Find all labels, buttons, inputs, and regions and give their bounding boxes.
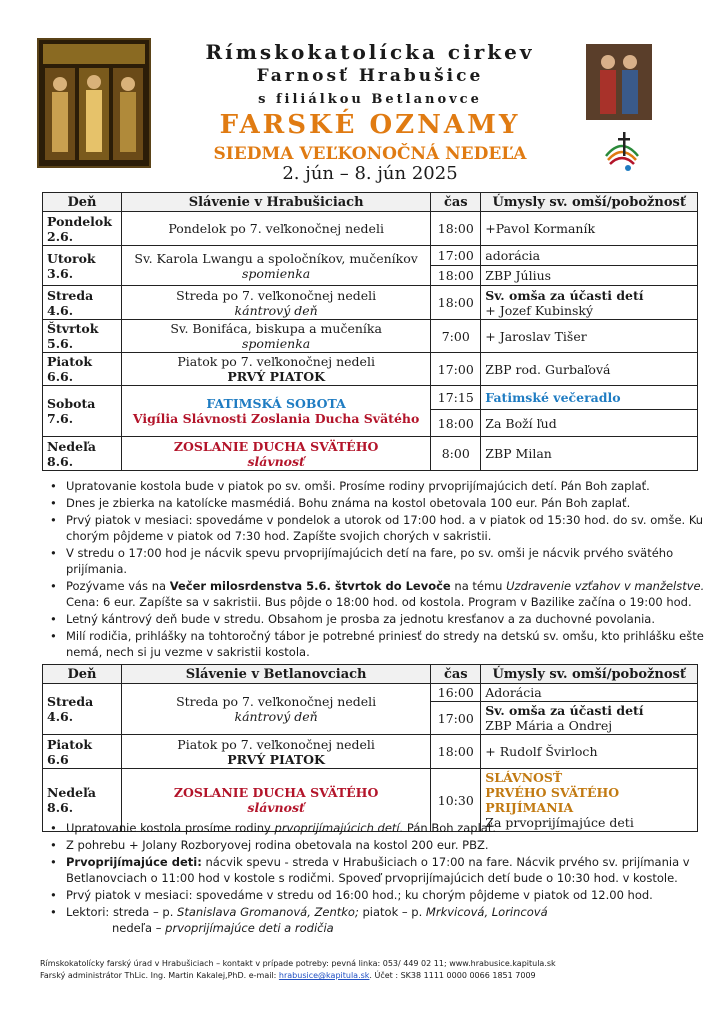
notes-hrabusice — [50, 478, 710, 661]
intention-cell: Fatimské večeradlo — [481, 386, 698, 410]
intention-cell: +Pavol Kormaník — [481, 212, 698, 246]
intention-cell: adorácia — [481, 246, 698, 266]
time-cell: 18:00 — [431, 212, 481, 246]
table-row — [43, 437, 698, 471]
time-cell: 17:00 — [431, 246, 481, 266]
notes-betlanovce — [50, 820, 710, 937]
table-row — [43, 353, 698, 386]
celebration-cell: Sv. Bonifáca, biskupa a mučeníka spomienka — [121, 320, 430, 353]
col-header-time: čas — [431, 193, 481, 212]
col-header-celebration: Slávenie v Hrabušiciach — [121, 193, 430, 212]
col-header-intention: Úmysly sv. omší/pobožnosť — [481, 193, 698, 212]
note-item: • Letný kántrový deň bude v stredu. Obsahom je prosba za jednotu kresťanov a za duchovné povolania. — [50, 611, 710, 627]
intention-cell: + Jaroslav Tišer — [481, 320, 698, 353]
note-item: • Prvý piatok v mesiaci: spovedáme v stredu od 16:00 hod.; ku chorým pôjdeme v piatok od 12.00 hod. — [50, 887, 710, 903]
time-cell: 17:00 — [431, 353, 481, 386]
header-church: Rímskokatolícka cirkev — [205, 40, 535, 64]
celebration-cell: FATIMSKÁ SOBOTA Vigília Slávnosti Zoslania Ducha Svätého — [121, 386, 430, 437]
celebration-cell: ZOSLANIE DUCHA SVÄTÉHO slávnosť — [121, 769, 430, 832]
time-cell: 18:00 — [431, 266, 481, 286]
day-cell: Sobota 7.6. — [43, 386, 122, 437]
celebration-cell: Streda po 7. veľkonočnej nedeli kántrový deň — [121, 286, 430, 320]
time-cell: 10:30 — [431, 769, 481, 832]
note-item: • Pozývame vás na Večer milosrdenstva 5.6. štvrtok do Levoče na tému Uzdravenie vzťahov v manželstve. Cena: 6 eur. Zapíšte sa v sakristii. Bus pôjde o 18:00 hod. od kostola. Program v Bazilike začína o 19:00 hod. — [50, 578, 710, 610]
day-cell: Nedeľa 8.6. — [43, 769, 122, 832]
email-link[interactable]: hrabusice@kapitula.sk — [278, 971, 370, 980]
page-dates: 2. jún – 8. jún 2025 — [282, 163, 458, 184]
table-row — [43, 212, 698, 246]
celebration-cell: Sv. Karola Lwangu a spoločníkov, mučeníkov spomienka — [121, 246, 430, 286]
table-row — [43, 386, 698, 410]
table-header-row — [43, 193, 698, 212]
celebration-cell: Streda po 7. veľkonočnej nedeli kántrový deň — [121, 684, 430, 735]
table-row — [43, 684, 698, 702]
col-header-day: Deň — [43, 193, 122, 212]
col-header-day: Deň — [43, 665, 122, 684]
time-cell: 7:00 — [431, 320, 481, 353]
header-parish: Farnosť Hrabušice — [256, 66, 484, 86]
time-cell: 16:00 — [431, 684, 481, 702]
table-row — [43, 246, 698, 266]
celebration-cell: Piatok po 7. veľkonočnej nedeli PRVÝ PIATOK — [121, 353, 430, 386]
note-item: • Milí rodičia, prihlášky na tohtoročný tábor je potrebné priniesť do stredy na detskú sv. omšu, kto prihlášku ešte nemá, nech si ju vezme v sakristii kostola. — [50, 628, 710, 660]
time-cell: 18:00 — [431, 410, 481, 437]
note-item: • Lektori: streda – p. Stanislava Gromanová, Zentko; piatok – p. Mrkvicová, Lorincová nedeľa – prvoprijímajúce deti a rodičia — [50, 904, 710, 936]
table-row — [43, 286, 698, 320]
intention-cell: Sv. omša za účasti detí ZBP Mária a Ondrej — [481, 702, 698, 735]
note-item: • Prvý piatok v mesiaci: spovedáme v pondelok a utorok od 17:00 hod. a v piatok od 15:30 hod. do sv. omše. Ku chorým pôjdeme v piatok od 7:30 hod. Zapíšte svojich chorých v sakristii. — [50, 512, 710, 544]
note-item: • Upratovanie kostola bude v piatok po sv. omši. Prosíme rodiny prvoprijímajúcich detí. Pán Boh zaplať. — [50, 478, 710, 494]
celebration-cell: Piatok po 7. veľkonočnej nedeli PRVÝ PIATOK — [121, 735, 430, 769]
intention-cell: ZBP Július — [481, 266, 698, 286]
table-row — [43, 735, 698, 769]
celebration-cell: Pondelok po 7. veľkonočnej nedeli — [121, 212, 430, 246]
time-cell: 17:15 — [431, 386, 481, 410]
jubilee-logo — [598, 126, 646, 176]
intention-cell: SLÁVNOSŤ PRVÉHO SVÄTÉHO PRIJÍMANIA Za prvoprijímajúce deti — [481, 769, 698, 832]
footer — [40, 958, 690, 982]
table-row — [43, 320, 698, 353]
schedule-table-betlanovce — [42, 664, 698, 832]
footer-admin: Farský administrátor ThLic. Ing. Martin Kakalej,PhD. e-mail: hrabusice@kapitula.sk. Účet : SK38 1111 0000 0066 1851 7009 — [40, 971, 536, 980]
day-cell: Piatok 6.6. — [43, 353, 122, 386]
header-filial: s filiálkou Betlanovce — [258, 92, 482, 107]
col-header-celebration: Slávenie v Betlanovciach — [121, 665, 430, 684]
col-header-time: čas — [431, 665, 481, 684]
celebration-cell: ZOSLANIE DUCHA SVÄTÉHO slávnosť — [121, 437, 430, 471]
note-item: • Dnes je zbierka na katolícke masmédiá. Bohu známa na kostol obetovala 100 eur. Pán Boh zaplať. — [50, 495, 710, 511]
altar-image — [37, 38, 151, 168]
table-header-row — [43, 665, 698, 684]
note-item: • Z pohrebu + Jolany Rozboryovej rodina obetovala na kostol 200 eur. PBZ. — [50, 837, 710, 853]
intention-cell: Adorácia — [481, 684, 698, 702]
note-item: • Upratovanie kostola prosíme rodiny prvoprijímajúcich detí. Pán Boh zaplať. — [50, 820, 710, 836]
col-header-intention: Úmysly sv. omší/pobožnosť — [481, 665, 698, 684]
day-cell: Nedeľa 8.6. — [43, 437, 122, 471]
day-cell: Streda 4.6. — [43, 684, 122, 735]
intention-cell: + Rudolf Švirloch — [481, 735, 698, 769]
time-cell: 18:00 — [431, 735, 481, 769]
note-item: • Prvoprijímajúce deti: nácvik spevu - streda v Hrabušiciach o 17:00 na fare. Nácvik prvého sv. prijímania v Betlanovciach o 11:00 hod v kostole s rodičmi. Spoveď prvoprijímajúcich detí bude o 10:30 hod. v kostole. — [50, 854, 710, 886]
intention-cell: Sv. omša za účasti detí + Jozef Kubinský — [481, 286, 698, 320]
day-cell: Utorok 3.6. — [43, 246, 122, 286]
intention-cell: ZBP rod. Gurbaľová — [481, 353, 698, 386]
time-cell: 8:00 — [431, 437, 481, 471]
intention-cell: Za Boží ľud — [481, 410, 698, 437]
day-cell: Štvrtok 5.6. — [43, 320, 122, 353]
footer-contact: Rímskokatolícky farský úrad v Hrabušiciach – kontakt v prípade potreby: pevná linka: 053/ 449 02 11; www.hrabusice.kapitula.sk — [40, 959, 556, 968]
note-item: • V stredu o 17:00 hod je nácvik spevu prvoprijímajúcich detí na fare, po sv. omši je nácvik prvého svätého prijímania. — [50, 545, 710, 577]
day-cell: Piatok 6.6 — [43, 735, 122, 769]
intention-cell: ZBP Milan — [481, 437, 698, 471]
time-cell: 17:00 — [431, 702, 481, 735]
day-cell: Pondelok 2.6. — [43, 212, 122, 246]
time-cell: 18:00 — [431, 286, 481, 320]
page-title: FARSKÉ OZNAMY — [219, 110, 521, 140]
day-cell: Streda 4.6. — [43, 286, 122, 320]
page-subtitle: SIEDMA VEĽKONOČNÁ NEDEĽA — [213, 144, 527, 164]
schedule-table-hrabusice — [42, 192, 698, 471]
